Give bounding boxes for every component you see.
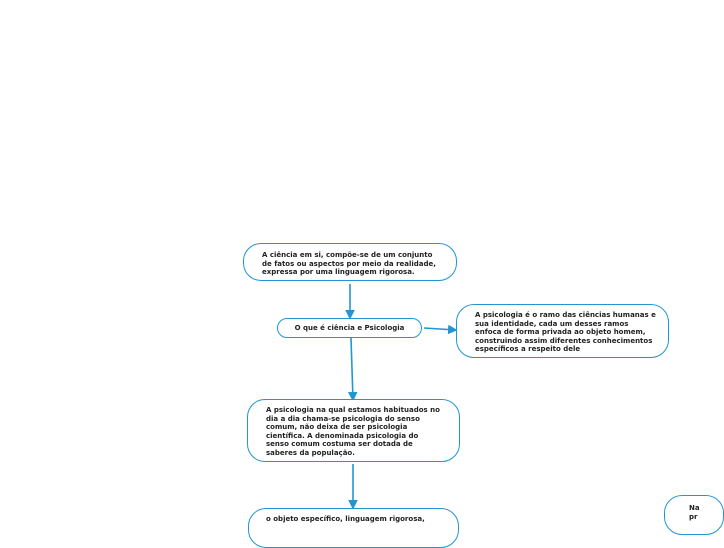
object-text: o objeto específico, linguagem rigorosa,: [266, 515, 425, 523]
branch-right-node[interactable]: [456, 304, 669, 358]
definition-node[interactable]: [243, 243, 457, 281]
branch-right-text: A psicologia é o ramo das ciências humanas e sua identidade, cada um desses ramos enfoca de forma privada ao objeto homem, construindo assim diferentes conhecimentos específicos a respeito dele: [475, 311, 656, 353]
definition-text: A ciência em si, compõe-se de um conjunto de fatos ou aspectos por meio da realidade, expressa por uma linguagem rigorosa.: [262, 251, 436, 276]
central-topic-text: O que é ciência e Psicologia: [294, 324, 405, 332]
common-sense-text: A psicologia na qual estamos habituados no dia a dia chama-se psicologia do senso comum, não deixa de ser psicologia científica. A denominada psicologia do senso comum costuma ser dotada de saberes da população.: [266, 406, 440, 457]
edge-central-to-right: [424, 328, 456, 330]
partial-edge-text: Na pr: [689, 504, 700, 521]
object-node[interactable]: [248, 508, 459, 548]
central-topic-node[interactable]: [277, 318, 422, 338]
partial-edge-node[interactable]: [664, 495, 724, 535]
edge-central-to-common-sense: [351, 338, 353, 400]
common-sense-node[interactable]: [247, 399, 460, 462]
